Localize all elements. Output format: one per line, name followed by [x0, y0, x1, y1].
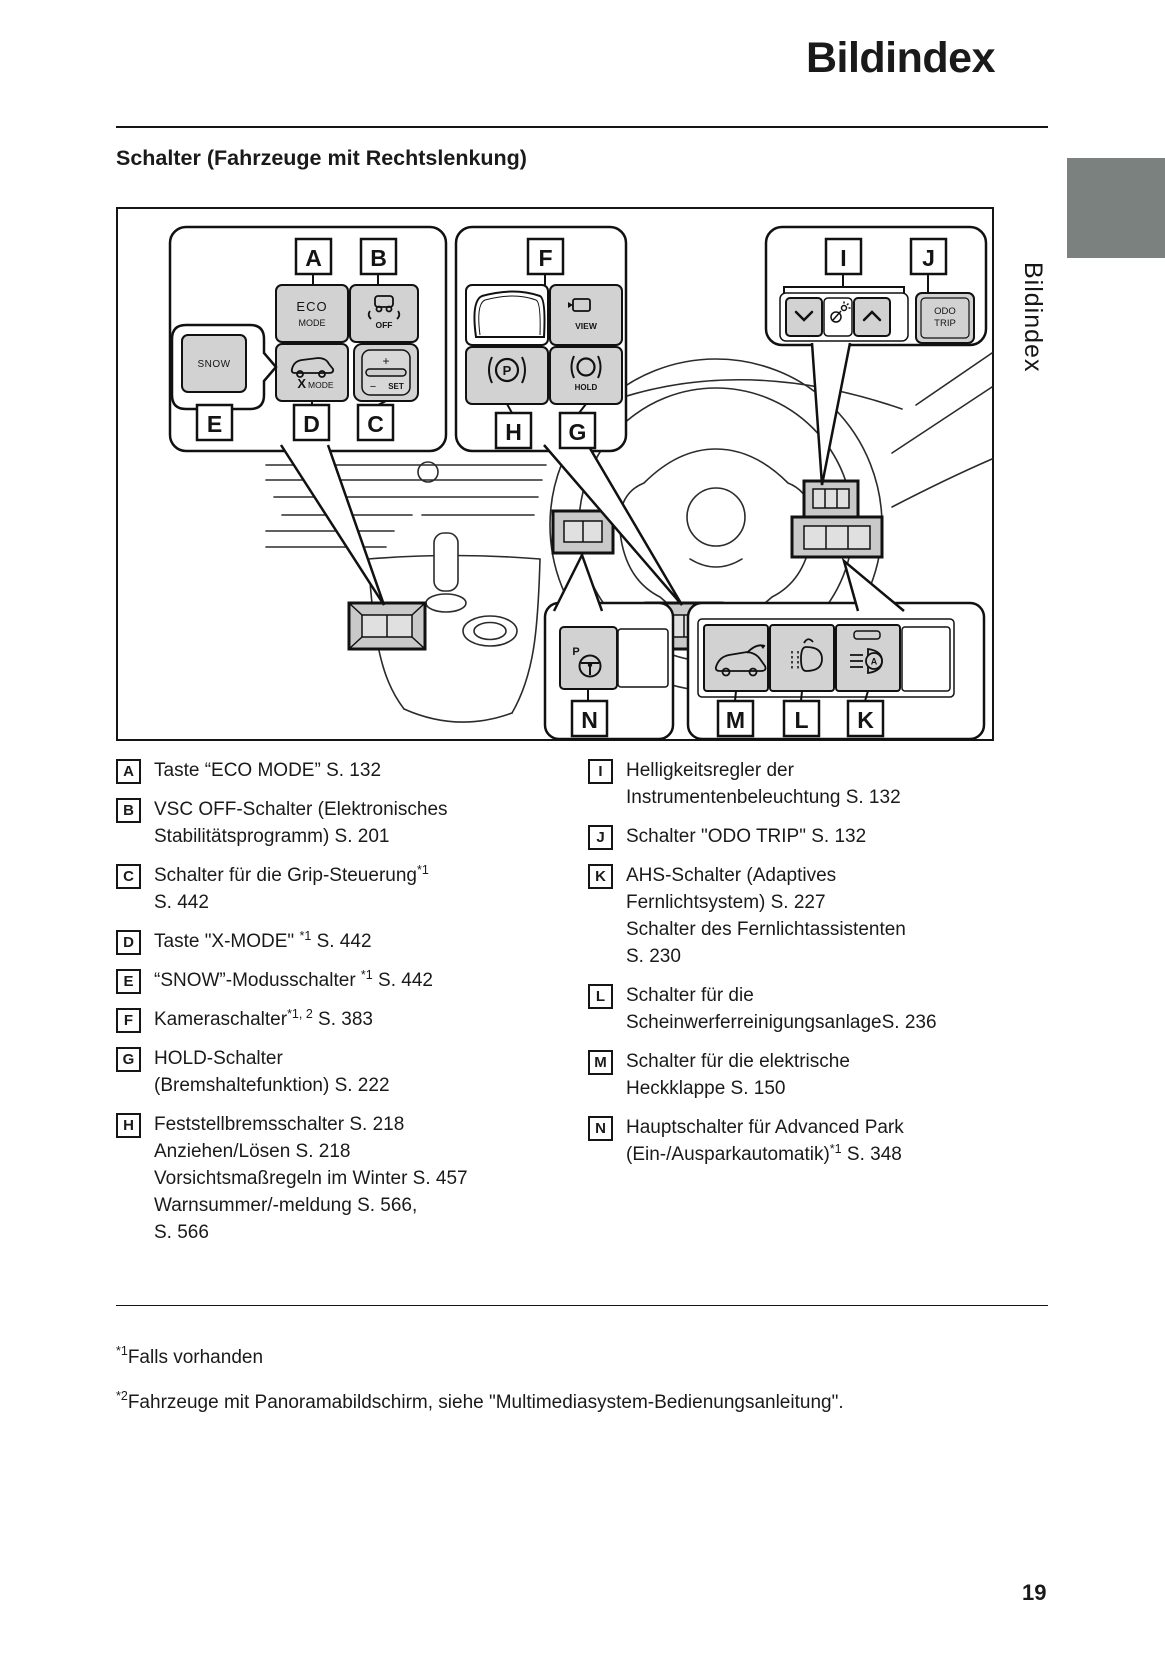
- legend-letter-F: F: [116, 1008, 141, 1033]
- legend-item-I: [588, 757, 1048, 811]
- legend-item-K: [588, 862, 1048, 970]
- legend-line: S. 566: [154, 1222, 209, 1243]
- legend-item-C: [116, 862, 571, 916]
- svg-text:N: N: [581, 707, 598, 733]
- legend-item-D: [116, 928, 571, 955]
- section-heading: Schalter (Fahrzeuge mit Rechtslenkung): [116, 146, 527, 170]
- svg-text:+: +: [382, 354, 390, 368]
- legend-line: Helligkeitsregler der: [626, 760, 794, 781]
- svg-text:I: I: [840, 245, 847, 271]
- power-tailgate-button: [704, 625, 768, 691]
- legend-line: HOLD-Schalter: [154, 1048, 283, 1069]
- legend-item-E: [116, 967, 571, 994]
- legend-line: ScheinwerferreinigungsanlageS. 236: [626, 1012, 937, 1033]
- legend-line: Fernlichtsystem) S. 227: [626, 892, 826, 913]
- svg-text:J: J: [922, 245, 935, 271]
- svg-text:F: F: [538, 245, 553, 271]
- svg-text:A: A: [305, 245, 322, 271]
- footnote-2: $^{*2}$Fahrzeuge mit Panoramabildschirm, siehe "Multimediasystem-Bedienungsanleitung".: [116, 1389, 844, 1413]
- legend-letter-A: A: [116, 759, 141, 784]
- brake-hold-button: [550, 347, 622, 404]
- svg-text:B: B: [370, 245, 387, 271]
- snow-mode-button: [182, 335, 246, 392]
- display-screen-button: [466, 285, 548, 345]
- legend-item-N: [588, 1114, 1048, 1168]
- svg-text:H: H: [505, 419, 522, 445]
- legend-letter-C: C: [116, 864, 141, 889]
- legend-line: Schalter für die Grip-Steuerung$^{*1}$: [154, 863, 429, 886]
- footnote-1: $^{*1}$Falls vorhanden: [116, 1344, 264, 1368]
- svg-text:SET: SET: [388, 382, 404, 391]
- legend-item-B: [116, 796, 571, 850]
- svg-text:MODE: MODE: [308, 380, 334, 390]
- legend-letter-I: I: [588, 759, 613, 784]
- legend-item-J: [588, 823, 1048, 850]
- brightness-down-button: [786, 298, 822, 336]
- legend-line: Taste "X-MODE" $^{*1}$ S. 442: [154, 929, 372, 952]
- legend-line: Anziehen/Lösen S. 218: [154, 1141, 351, 1162]
- camera-view-button: [550, 285, 622, 345]
- legend-line: Warnsummer/-meldung S. 566,: [154, 1195, 418, 1216]
- svg-text:X: X: [297, 376, 306, 391]
- svg-text:E: E: [206, 411, 223, 437]
- light-switch-panel-location: [792, 517, 882, 557]
- title-divider: [116, 126, 1048, 128]
- legend-item-L: [588, 982, 1048, 1036]
- svg-text:C: C: [367, 411, 384, 437]
- blank-button-slot: [618, 629, 668, 687]
- svg-text:G: G: [568, 419, 587, 445]
- legend-line: Schalter für die elektrische: [626, 1051, 850, 1072]
- svg-text:VIEW: VIEW: [575, 321, 597, 331]
- legend-line: Schalter für die: [626, 985, 754, 1006]
- svg-text:D: D: [303, 411, 320, 437]
- legend-line: (Ein-/Ausparkautomatik)$^{*1}$ S. 348: [626, 1142, 902, 1165]
- legend-line: Schalter "ODO TRIP" S. 132: [626, 826, 867, 847]
- legend-letter-N: N: [588, 1116, 613, 1141]
- legend-item-F: [116, 1006, 571, 1033]
- legend-line: Taste “ECO MODE” S. 132: [154, 760, 382, 781]
- legend-line: Instrumentenbeleuchtung S. 132: [626, 787, 901, 808]
- legend-item-M: [588, 1048, 1048, 1102]
- legend-letter-M: M: [588, 1050, 613, 1075]
- page-title: Bildindex: [805, 34, 995, 82]
- svg-text:ODO: ODO: [934, 306, 956, 317]
- legend-letter-E: E: [116, 969, 141, 994]
- svg-text:HOLD: HOLD: [574, 383, 598, 392]
- legend-line: Hauptschalter für Advanced Park: [626, 1117, 904, 1138]
- switch-location-diagram: [116, 207, 994, 741]
- legend-line: S. 230: [626, 946, 681, 967]
- legend-line: “SNOW”-Modusschalter $^{*1}$ S. 442: [154, 968, 433, 991]
- legend-line: Schalter des Fernlichtassistenten: [626, 919, 906, 940]
- legend-line: AHS-Schalter (Adaptives: [626, 865, 837, 886]
- svg-text:L: L: [794, 707, 809, 733]
- svg-text:MODE: MODE: [298, 318, 326, 328]
- legend-line: Feststellbremsschalter S. 218: [154, 1114, 405, 1135]
- legend-letter-D: D: [116, 930, 141, 955]
- instrument-brightness-switch-location: [804, 481, 858, 517]
- advanced-park-button: [560, 627, 617, 689]
- svg-text:SNOW: SNOW: [197, 359, 231, 370]
- legend-line: Heckklappe S. 150: [626, 1078, 786, 1099]
- legend-item-H: [116, 1111, 571, 1246]
- legend-letter-B: B: [116, 798, 141, 823]
- legend-line: Stabilitätsprogramm) S. 201: [154, 826, 390, 847]
- legend-letter-K: K: [588, 864, 613, 889]
- svg-text:P: P: [502, 363, 512, 378]
- brightness-up-button: [854, 298, 890, 336]
- svg-text:M: M: [725, 707, 746, 733]
- legend-item-G: [116, 1045, 571, 1099]
- chapter-tab: [1067, 158, 1165, 258]
- legend-column-right: [588, 757, 1048, 1180]
- svg-text:TRIP: TRIP: [934, 318, 956, 329]
- svg-text:ECO: ECO: [296, 299, 328, 314]
- vsc-off-button: [350, 285, 418, 342]
- advanced-park-switch-location: [553, 511, 613, 553]
- svg-text:A: A: [870, 656, 878, 667]
- headlight-washer-button: [770, 625, 834, 691]
- legend-letter-H: H: [116, 1113, 141, 1138]
- legend-letter-L: L: [588, 984, 613, 1009]
- legend-item-A: [116, 757, 571, 784]
- odo-trip-button: [916, 293, 974, 343]
- legend-line: Kameraschalter$^{*1, 2}$ S. 383: [154, 1007, 373, 1030]
- footnote-divider: [116, 1305, 1048, 1306]
- side-tab-label: Bildindex: [1019, 262, 1047, 373]
- legend-letter-G: G: [116, 1047, 141, 1072]
- svg-text:K: K: [857, 707, 874, 733]
- legend-letter-J: J: [588, 825, 613, 850]
- svg-text:OFF: OFF: [375, 320, 393, 330]
- grip-control-rocker: [354, 344, 418, 401]
- auto-high-beam-button: [836, 625, 900, 691]
- eco-mode-button: [276, 285, 348, 342]
- svg-text:P: P: [572, 646, 580, 658]
- page-number: 19: [1022, 1580, 1047, 1605]
- legend-line: Vorsichtsmaßregeln im Winter S. 457: [154, 1168, 468, 1189]
- svg-text:−: −: [369, 381, 377, 393]
- console-switch-left: [349, 603, 425, 649]
- legend-line: S. 442: [154, 892, 209, 913]
- parking-brake-button: [466, 347, 548, 404]
- legend-line: VSC OFF-Schalter (Elektronisches: [154, 799, 448, 820]
- legend-line: (Bremshaltefunktion) S. 222: [154, 1075, 390, 1096]
- brightness-indicator-button: [824, 298, 852, 336]
- legend-column-left: [116, 757, 571, 1258]
- blank-button-slot: [902, 627, 950, 691]
- x-mode-button: [276, 344, 348, 401]
